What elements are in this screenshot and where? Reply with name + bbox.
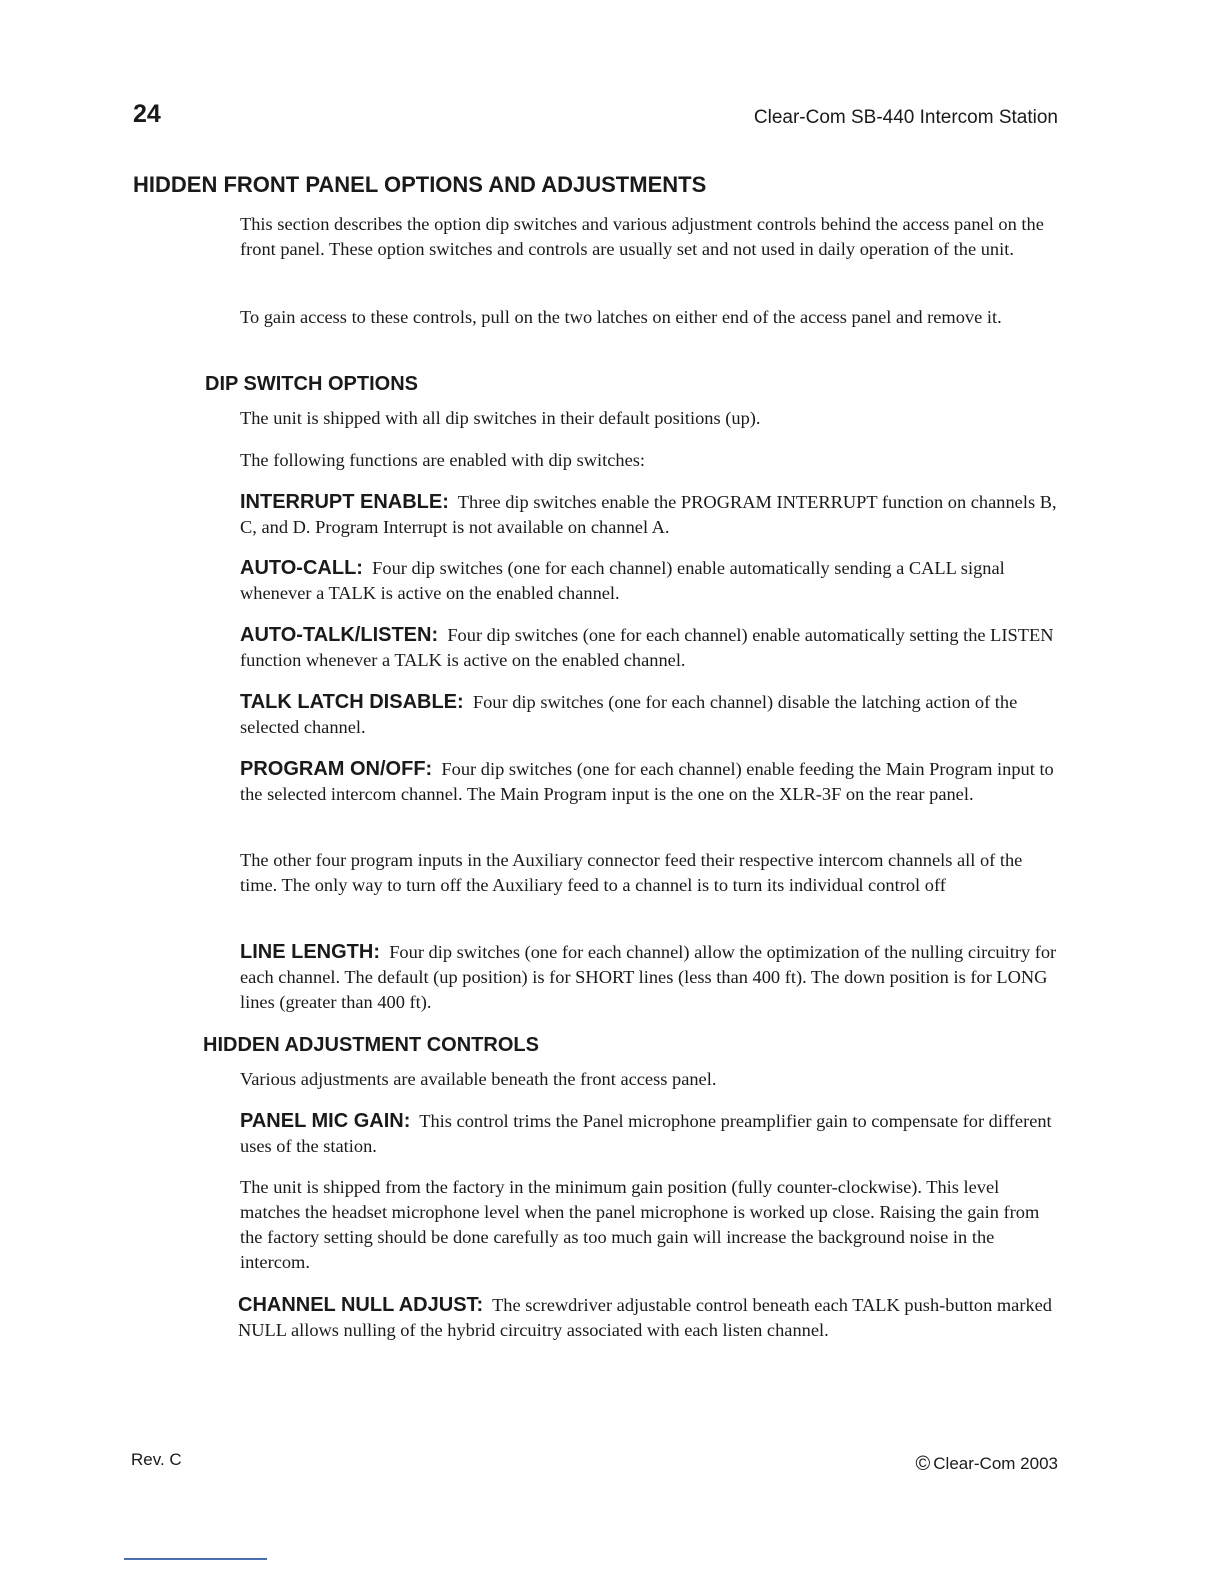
line-length-item <box>240 940 1062 1015</box>
talk-latch-disable-text: Four dip switches (one for each channel) disable the latching action of the selected channel. <box>240 692 1018 737</box>
running-title: Clear-Com SB-440 Intercom Station <box>753 107 1058 128</box>
auto-call-item <box>240 556 1062 606</box>
page-number: 24 <box>133 100 161 128</box>
talk-latch-disable-item <box>240 690 1062 740</box>
copyright-notice <box>916 1453 1058 1476</box>
auto-talk-listen-term: AUTO-TALK/LISTEN: <box>240 624 439 646</box>
mic-gain-note-paragraph: The unit is shipped from the factory in the minimum gain position (fully counter-clockwise). This level matches the headset microphone level when the panel microphone is worked up close. Raising the gain from the factory setting should be done carefully as too much gain will increase the background noise in the intercom. <box>240 1177 1040 1272</box>
dip-switch-paragraph-2: The following functions are enabled with dip switches: <box>240 450 646 470</box>
copyright-icon: © <box>915 1453 931 1475</box>
program-on-off-text: Four dip switches (one for each channel) enable feeding the Main Program input to the selected intercom channel. The Main Program input is the one on the XLR-3F on the rear panel. <box>240 759 1054 804</box>
panel-mic-gain-text: This control trims the Panel microphone preamplifier gain to compensate for different uses of the station. <box>240 1111 1052 1156</box>
panel-mic-gain-term: PANEL MIC GAIN: <box>240 1110 411 1132</box>
adjustments-paragraph-1: Various adjustments are available beneath the front access panel. <box>240 1069 717 1089</box>
dip-switch-paragraph-1: The unit is shipped with all dip switches in their default positions (up). <box>240 408 761 428</box>
interrupt-enable-term: INTERRUPT ENABLE: <box>240 491 449 513</box>
program-on-off-term: PROGRAM ON/OFF: <box>240 758 433 780</box>
talk-latch-disable-term: TALK LATCH DISABLE: <box>240 691 464 713</box>
auto-call-text: Four dip switches (one for each channel) enable automatically sending a CALL signal whenever a TALK is active on the enabled channel. <box>240 558 1005 603</box>
revision-label: Rev. C <box>131 1450 182 1469</box>
dip-switch-heading: DIP SWITCH OPTIONS <box>205 373 418 395</box>
intro-paragraph-1: This section describes the option dip switches and various adjustment controls behind the access panel on the front panel. These option switches and controls are usually set and not used in daily operation of the unit. <box>240 214 1044 259</box>
panel-mic-gain-item <box>240 1109 1062 1159</box>
other-programs-paragraph: The other four program inputs in the Auxiliary connector feed their respective intercom channels all of the time. The only way to turn off the Auxiliary feed to a channel is to turn its individual control off <box>240 850 1023 895</box>
adjustments-heading: HIDDEN ADJUSTMENT CONTROLS <box>203 1034 539 1056</box>
line-length-term: LINE LENGTH: <box>240 941 380 963</box>
line-length-text: Four dip switches (one for each channel) allow the optimization of the nulling circuitry for each channel. The default (up position) is for SHORT lines (less than 400 ft). The down position is for LONG lines (greater than 400 ft). <box>240 942 1057 1012</box>
intro-paragraph-2: To gain access to these controls, pull on the two latches on either end of the access panel and remove it. <box>240 307 1002 327</box>
program-on-off-item <box>240 757 1062 807</box>
auto-talk-listen-item <box>240 623 1062 673</box>
auto-talk-listen-text: Four dip switches (one for each channel) enable automatically setting the LISTEN function whenever a TALK is active on the enabled channel. <box>240 625 1054 670</box>
bottom-link-rule <box>124 1558 267 1560</box>
channel-null-adjust-text: The screwdriver adjustable control beneath each TALK push-button marked NULL allows nulling of the hybrid circuitry associated with each listen channel. <box>238 1295 1053 1340</box>
interrupt-enable-text: Three dip switches enable the PROGRAM INTERRUPT function on channels B, C, and D. Program Interrupt is not available on channel A. <box>240 492 1057 537</box>
section-title: HIDDEN FRONT PANEL OPTIONS AND ADJUSTMENTS <box>133 172 707 197</box>
auto-call-term: AUTO-CALL: <box>240 557 363 579</box>
interrupt-enable-item <box>240 490 1062 540</box>
channel-null-adjust-item <box>238 1293 1060 1343</box>
copyright-text: Clear-Com 2003 <box>933 1454 1058 1473</box>
channel-null-adjust-term: CHANNEL NULL ADJUST: <box>238 1294 484 1316</box>
